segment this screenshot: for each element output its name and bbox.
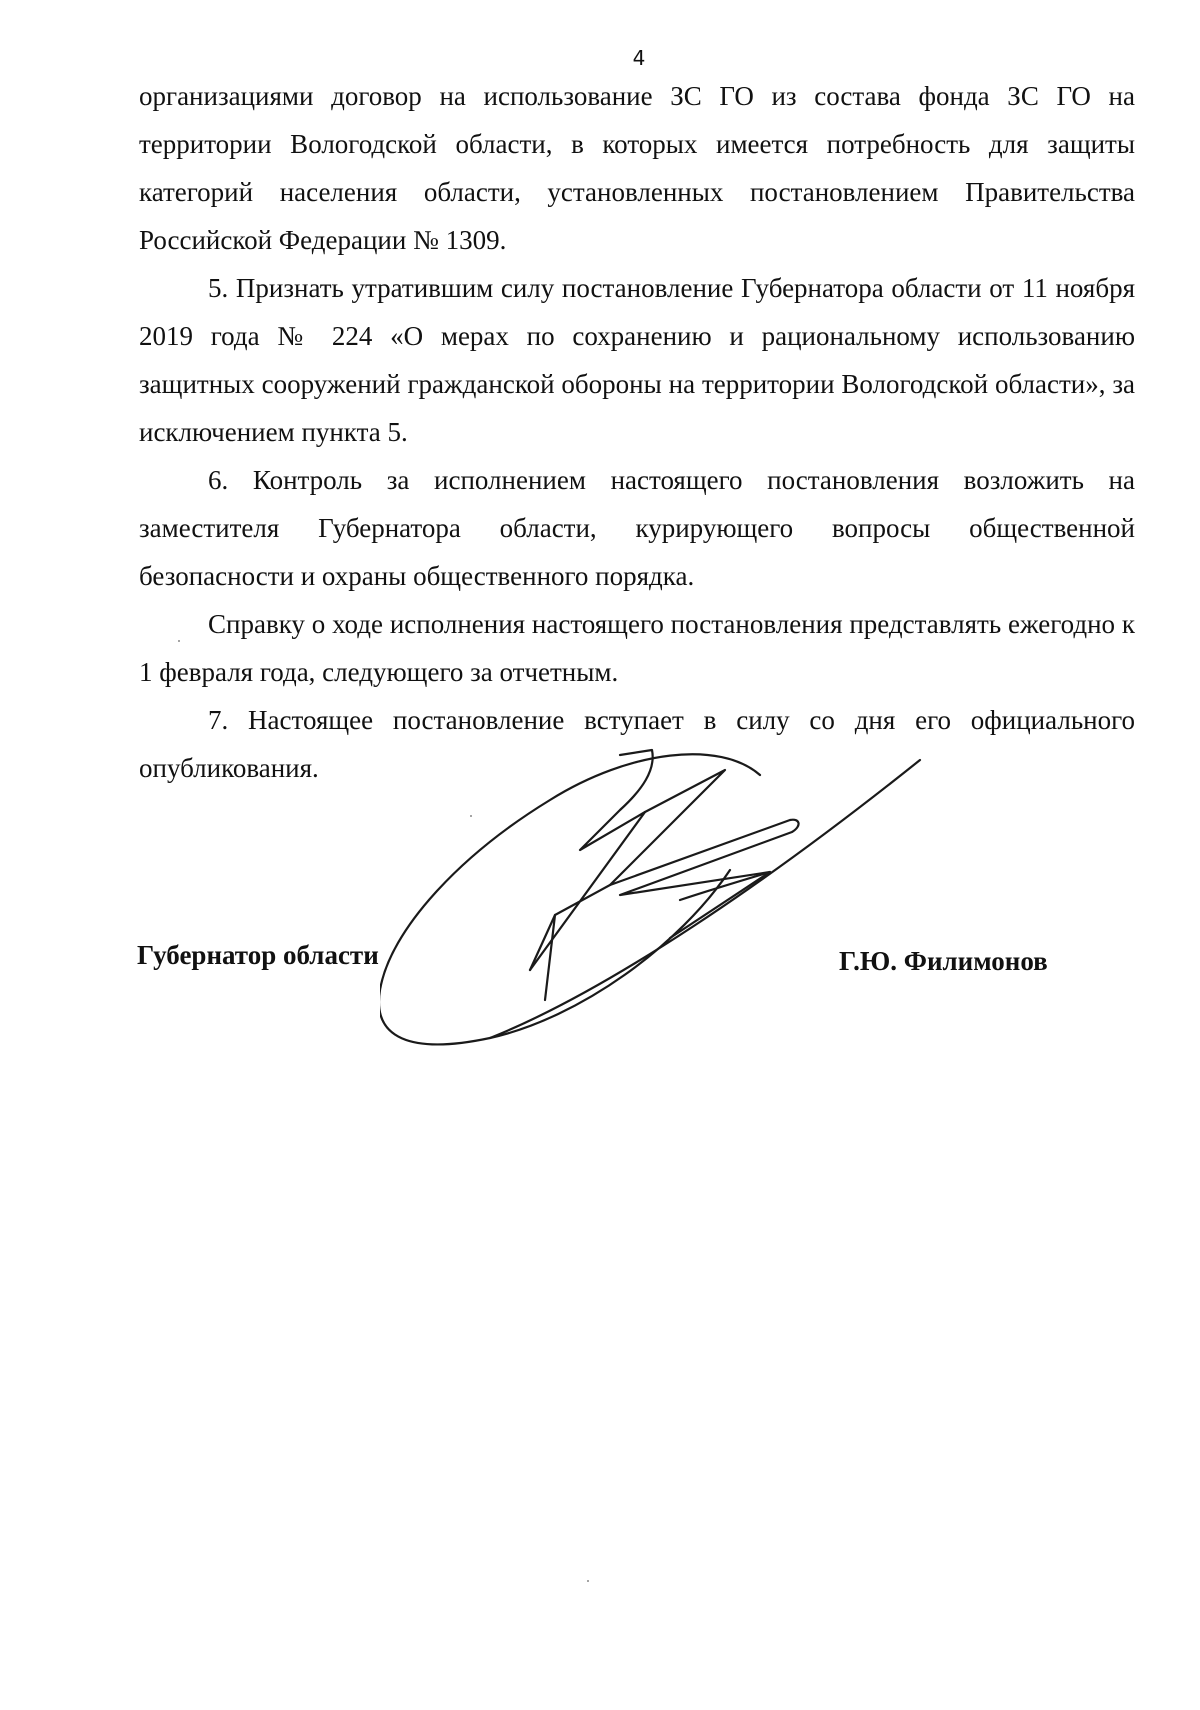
- scan-speck: [470, 815, 472, 817]
- paragraph-item-5: 5. Признать утратившим силу постановление Губернатора области от 11 ноября 2019 года № 224 «О мерах по сохранению и рациональному использованию защитных сооружений гражданской обороны на территории Вологодской области», за исключением пункта 5.: [139, 273, 1135, 447]
- scan-speck: [587, 1580, 589, 1582]
- paragraph-item-7: 7. Настоящее постановление вступает в силу со дня его официального опубликования.: [139, 705, 1135, 783]
- signature-block: [0, 940, 1200, 990]
- paragraph-item-6: 6. Контроль за исполнением настоящего постановления возложить на заместителя Губернатора области, курирующего вопросы общественной безопасности и охраны общественного порядка.: [139, 465, 1135, 591]
- scan-speck: [178, 640, 180, 642]
- paragraph-continuation: организациями договор на использование ЗС ГО из состава фонда ЗС ГО на территории Вологодской области, в которых имеется потребность для защиты категорий населения области, установленных постановлением Правительства Российской Федерации № 1309.: [139, 81, 1135, 255]
- document-body: [139, 72, 1135, 792]
- paragraph-report-note: Справку о ходе исполнения настоящего постановления представлять ежегодно к 1 февраля года, следующего за отчетным.: [139, 609, 1135, 687]
- signatory-name: Г.Ю. Филимонов: [839, 946, 1048, 976]
- page-number: 4: [632, 46, 646, 70]
- signatory-position: Губернатор области: [137, 940, 379, 970]
- handwritten-signature: [380, 720, 960, 1080]
